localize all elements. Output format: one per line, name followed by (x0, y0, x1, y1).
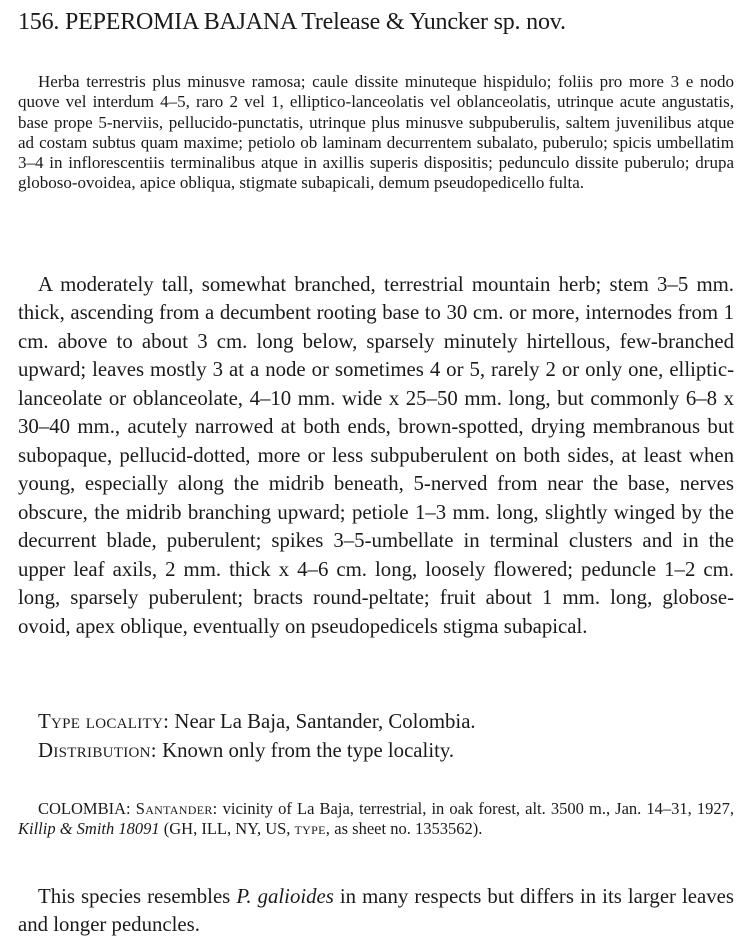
english-description: A moderately tall, somewhat branched, terrestrial mountain herb; stem 3–5 mm. thick, ascending from a decumbent rooting base to 30 cm. or more, internodes from 1 cm. above to about 3 cm. long below, sparsely minutely hirtellous, few-branched upward; leaves mostly 3 at a node or sometimes 4 or 5, rarely 2 or only one, elliptic-lanceolate or oblanceolate, 4–10 mm. wide x 25–50 mm. long, but commonly 6–8 x 30–40 mm., acutely narrowed at both ends, brown-spotted, drying membranous but subopaque, pellucid-dotted, more or less subpuberulent on both sides, at least when young, especially along the midrib beneath, 5-nerved from near the base, nerves obscure, the midrib branching upward; petiole 1–3 mm. long, slightly winged by the decurrent blade, puberulent; spikes 3–5-umbellate in terminal clusters and in the upper leaf axils, 2 mm. thick x 4–6 cm. long, loosely flowered; peduncle 1–2 cm. long, sparsely puberulent; bracts round-peltate; fruit about 1 mm. long, globose-ovoid, apex oblique, eventually on pseudopedicels stigma subapical. (18, 272, 734, 638)
specimen-locality: vicinity of La Baja, terrestrial, in oak forest, alt. 3500 m., Jan. 14–31, 1927, (222, 798, 735, 818)
distribution (38, 737, 738, 765)
species-number: 156. (18, 9, 60, 35)
specimen-country: COLOMBIA: (38, 798, 131, 818)
distribution-value: Known only from the type locality. (162, 739, 455, 762)
comparative-remark (18, 883, 734, 940)
type-locality-value: Near La Baja, Santander, Colombia. (174, 710, 476, 733)
species-name: PEPEROMIA BAJANA (65, 9, 296, 35)
species-authority: Trelease & Yuncker sp. nov. (301, 9, 566, 35)
specimen-department: Santander: (135, 798, 218, 818)
species-heading (18, 7, 738, 37)
remark-species: P. galioides (236, 884, 334, 908)
specimen-type-label: type, (294, 819, 331, 838)
specimen-sheet: as sheet no. 1353562). (334, 819, 483, 838)
specimen-citation (18, 799, 734, 840)
latin-diagnosis: Herba terrestris plus minusve ramosa; caule dissite minuteque hispidulo; foliis pro more 3 e nodo quove vel interdum 4–5, raro 2 vel 1, elliptico-lanceolatis vel oblanceolatis, utrinque acute angustatis, base prope 5-nerviis, pellucido-punctatis, utrinque plus minusve subpuberulis, saltem juvenilibus atque ad costam subtus quam maxime; petiolo ob laminam decurrentem subalato, puberulo; spicis umbellatim 3–4 in inflorescentiis terminalibus atque in axillis superis dispositis; pedunculo dissite puberulo; drupa globoso-ovoidea, apice obliqua, stigmate subapicali, demum pseudopedicello fulta. (18, 72, 734, 193)
type-locality-label: Type locality: (38, 710, 170, 733)
remark-before: This species resembles (38, 884, 231, 908)
specimen-collector: Killip & Smith 18091 (18, 819, 160, 838)
remark-after: in many respects but differs in its larger leaves and longer peduncles. (18, 884, 734, 937)
specimen-herbaria: (GH, ILL, NY, US, (163, 819, 291, 838)
type-locality (38, 708, 738, 736)
distribution-label: Distribution: (38, 739, 157, 762)
